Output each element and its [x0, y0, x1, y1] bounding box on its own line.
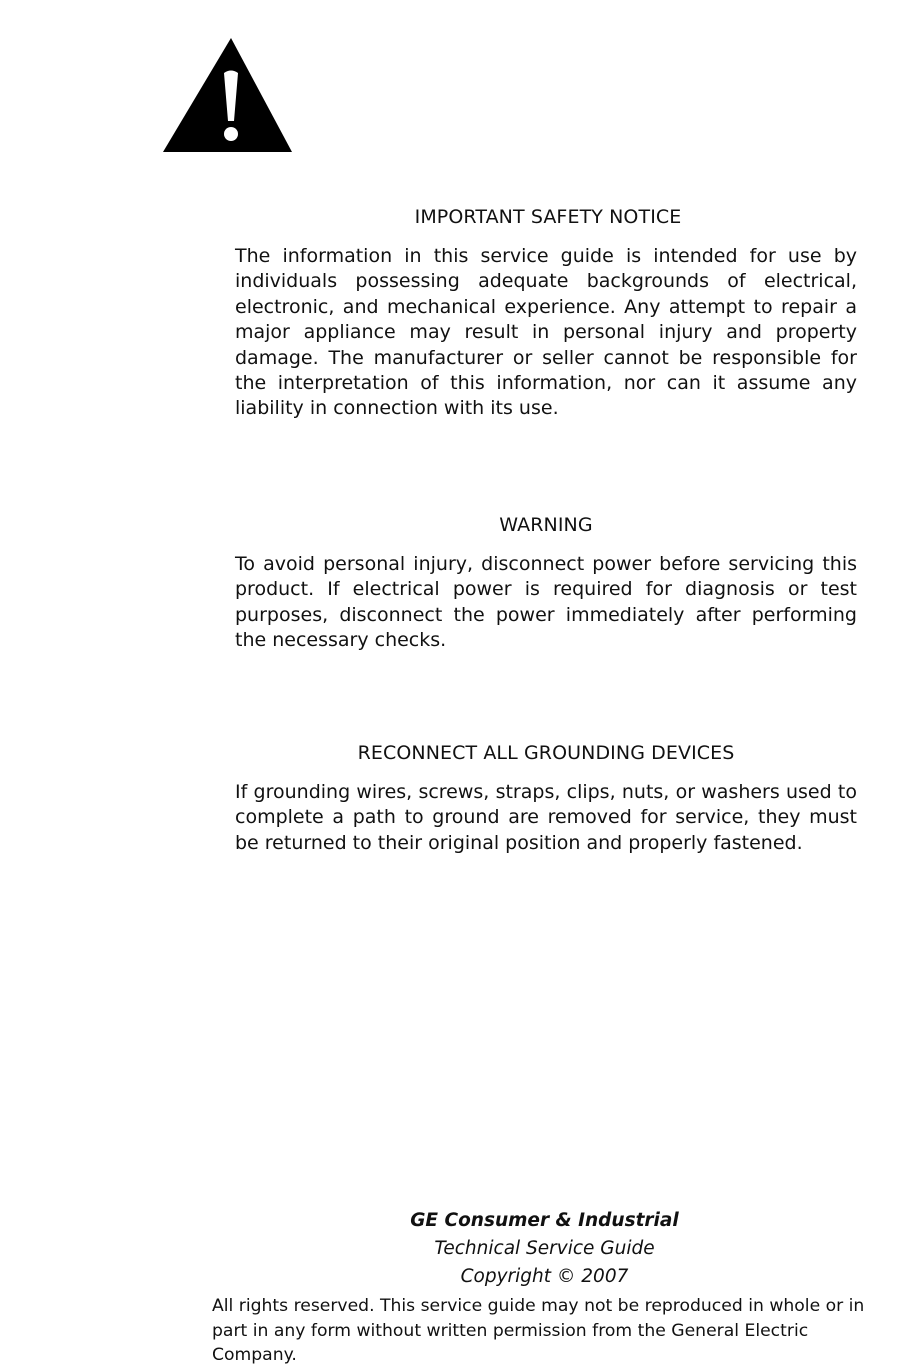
footer-copyright: Copyright © 2007 — [460, 1266, 629, 1287]
rights-statement: All rights reserved. This service guide may not be reproduced in whole or in part in any form without written permission from the General Electric Company. — [212, 1296, 865, 1365]
warning-section — [235, 514, 857, 654]
grounding-section — [235, 742, 857, 856]
grounding-heading: RECONNECT ALL GROUNDING DEVICES — [357, 742, 735, 764]
footer-company: GE Consumer & Industrial — [410, 1210, 679, 1231]
footer-guide-title: Technical Service Guide — [434, 1238, 655, 1259]
safety-notice-body: The information in this service guide is intended for use by individuals possessing adequate backgrounds of electrical, electronic, and mechanical experience. Any attempt to repair a major appliance may result in personal injury and property damage. The manufacturer or seller cannot be responsible for the interpretation of this information, nor can it assume any liability in connection with its use. — [235, 245, 857, 420]
safety-notice-heading: IMPORTANT SAFETY NOTICE — [414, 206, 682, 228]
warning-heading: WARNING — [499, 514, 593, 536]
grounding-body: If grounding wires, screws, straps, clips, nuts, or washers used to complete a path to ground are removed for service, they must be returned to their original position and properly fastened. — [235, 781, 857, 854]
warning-triangle-icon — [163, 38, 293, 153]
footer — [170, 1207, 919, 1291]
warning-body: To avoid personal injury, disconnect power before servicing this product. If electrical power is required for diagnosis or test purposes, disconnect the power immediately after performing the necessary checks. — [235, 553, 857, 652]
safety-notice-section — [235, 206, 857, 422]
